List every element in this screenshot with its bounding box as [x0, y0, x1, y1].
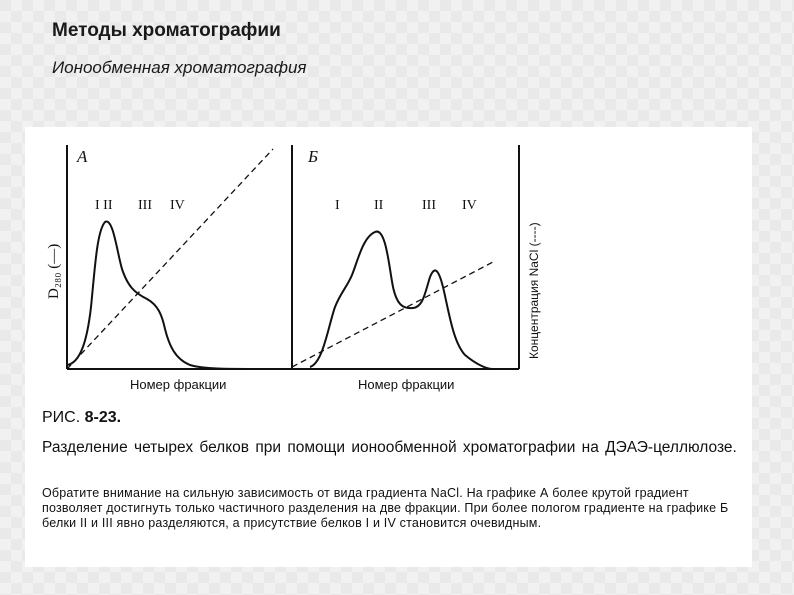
panel-b-peak-label: I — [335, 198, 340, 213]
panel-a-nacl-gradient — [67, 149, 273, 369]
panel-b-y-axis-label-right: Концентрация NaCl (----) — [527, 222, 541, 359]
figure-caption-note: Обратите внимание на сильную зависимость от вида градиента NaCl. На графике А более крутой градиент позволяет достигнуть только частичного разделения на две фракции. При более пологом градиенте на графике Б белки II и III явно разделяются, а присутствие белков I и IV становится очевидным. — [42, 486, 729, 530]
panel-b-absorbance-curve — [310, 232, 493, 369]
panel-b-peak-label: III — [422, 198, 436, 213]
panel-a-peak-label: IV — [170, 198, 185, 213]
panel-b-label: Б — [308, 147, 319, 166]
panel-a-y-axis-label: D₂₈₀ (—) — [46, 243, 62, 299]
panel-b-peak-label: II — [374, 198, 384, 213]
panel-a-peak-label: III — [138, 198, 152, 213]
figure-caption-main: Разделение четырех белков при помощи ионообменной хроматографии на ДЭАЭ-целлюлозе. — [42, 439, 737, 456]
panel-a-absorbance-curve — [67, 222, 265, 369]
panel-a-x-axis-label: Номер фракции — [130, 377, 227, 392]
panel-a-peak-label: I II — [95, 198, 113, 213]
caption-number: 8-23. — [84, 409, 122, 426]
figure-caption-label — [42, 409, 742, 427]
slide-subtitle: Ионообменная хроматография — [52, 58, 307, 77]
slide-title: Методы хроматографии — [52, 20, 281, 41]
caption-prefix: РИС. — [42, 409, 81, 426]
panel-b-peak-label: IV — [462, 198, 477, 213]
panel-b-x-axis-label: Номер фракции — [358, 377, 455, 392]
figure-card — [25, 127, 752, 567]
panel-a-label: А — [77, 147, 88, 166]
